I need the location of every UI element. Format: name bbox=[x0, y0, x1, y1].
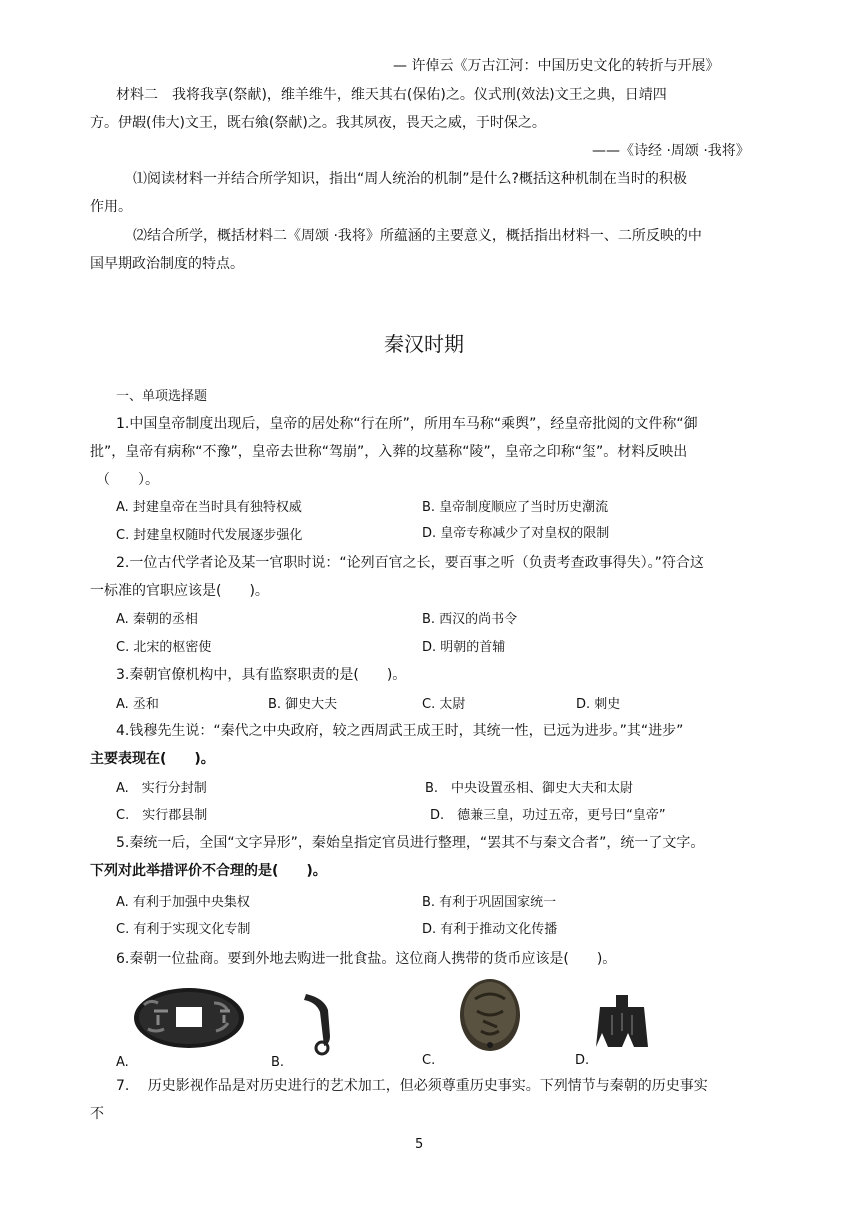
material-two-line-2: 方。伊嘏(伟大)文王，既右飨(祭献)之。我其夙夜，畏天之威，于时保之。 bbox=[90, 115, 546, 131]
q5-option-a: A. 有利于加强中央集权 bbox=[116, 895, 250, 910]
q1-option-d: D. 皇帝专称减少了对皇权的限制 bbox=[422, 526, 610, 541]
q3-line-1: 3.秦朝官僚机构中，具有监察职责的是( )。 bbox=[116, 667, 407, 683]
part-heading: 一、单项选择题 bbox=[116, 389, 208, 404]
q2-line-2: 一标准的官职应该是( )。 bbox=[90, 583, 269, 599]
q1-line-1: 1.中国皇帝制度出现后，皇帝的居处称“行在所”，所用车马称“乘舆”，经皇帝批阅的文件称“御 bbox=[116, 416, 698, 432]
q5-line-1: 5.秦统一后，全国“文字异形”，秦始皇指定官员进行整理，“罢其不与秦文合者”，统一了文字。 bbox=[116, 835, 705, 851]
q4-line-1: 4.钱穆先生说：“秦代之中央政府，较之西周武王成王时，其统一性，已远为进步。”其“进步” bbox=[116, 723, 684, 739]
q5-option-c: C. 有利于实现文化专制 bbox=[116, 922, 251, 937]
material-question-2-line-2: 国早期政治制度的特点。 bbox=[90, 256, 244, 272]
q3-option-a: A. 丞和 bbox=[116, 697, 159, 712]
q7-line-2: 不 bbox=[90, 1106, 104, 1122]
q2-option-c: C. 北宋的枢密使 bbox=[116, 640, 212, 655]
spade-money-image bbox=[594, 993, 654, 1049]
section-title: 秦汉时期 bbox=[384, 332, 464, 356]
ant-nose-money-image bbox=[455, 975, 525, 1057]
q4-option-d: D. 德兼三皇，功过五帝，更号曰“皇帝” bbox=[430, 808, 666, 823]
q3-option-d: D. 刺史 bbox=[576, 697, 621, 712]
q7-line-1: 7. 历史影视作品是对历史进行的艺术加工，但必须尊重历史事实。下列情节与秦朝的历史事实 bbox=[116, 1078, 708, 1094]
material-two-line-1: 材料二 我将我享(祭献)，维羊维牛，维天其右(保佑)之。仪式刑(效法)文王之典，日靖四 bbox=[116, 87, 667, 103]
material-question-2-line-1: ⑵结合所学，概括材料二《周颂 ·我将》所蕴涵的主要意义，概括指出材料一、二所反映的中 bbox=[133, 228, 702, 244]
q2-option-d: D. 明朝的首辅 bbox=[422, 640, 506, 655]
q3-option-c: C. 太尉 bbox=[422, 697, 466, 712]
material-question-1-line-1: ⑴阅读材料一并结合所学知识，指出“周人统治的机制”是什么?概括这种机制在当时的积极 bbox=[133, 171, 687, 187]
q2-option-b: B. 西汉的尚书令 bbox=[422, 612, 518, 627]
material-one-source: — 许倬云《万古江河：中国历史文化的转折与开展》 bbox=[393, 58, 720, 74]
q4-line-2: 主要表现在( )。 bbox=[90, 751, 215, 767]
q4-option-c: C. 实行郡县制 bbox=[116, 808, 208, 823]
q1-option-c: C. 封建皇权随时代发展逐步强化 bbox=[116, 528, 303, 543]
q6-line-1: 6.秦朝一位盐商。要到外地去购进一批食盐。这位商人携带的货币应该是( )。 bbox=[116, 951, 617, 967]
knife-money-image bbox=[296, 990, 346, 1056]
q4-option-b: B. 中央设置丞相、御史大夫和太尉 bbox=[425, 781, 634, 796]
material-two-source: ——《诗经 ·周颂 ·我将》 bbox=[592, 143, 750, 159]
q6-option-d: D. bbox=[575, 1053, 590, 1068]
page-number: 5 bbox=[415, 1137, 424, 1152]
q1-option-b: B. 皇帝制度顺应了当时历史潮流 bbox=[422, 500, 609, 515]
q5-option-d: D. 有利于推动文化传播 bbox=[422, 922, 558, 937]
q6-option-b: B. bbox=[271, 1055, 285, 1070]
q5-line-2: 下列对此举措评价不合理的是( )。 bbox=[90, 863, 327, 879]
q3-option-b: B. 御史大夫 bbox=[268, 697, 338, 712]
ban-liang-round-coin-image bbox=[130, 985, 248, 1051]
q5-option-b: B. 有利于巩固国家统一 bbox=[422, 895, 557, 910]
q2-line-1: 2.一位古代学者论及某一官职时说：“论列百官之长，要百事之听（负责考查政事得失）。”符合这 bbox=[116, 555, 704, 571]
q6-option-a: A. bbox=[116, 1055, 129, 1070]
q1-line-2: 批”，皇帝有病称“不豫”，皇帝去世称“驾崩”，入葬的坟墓称“陵”，皇帝之印称“玺”。材料反映出 bbox=[90, 444, 688, 460]
q4-option-a: A. 实行分封制 bbox=[116, 781, 207, 796]
material-question-1-line-2: 作用。 bbox=[90, 199, 132, 215]
q2-option-a: A. 秦朝的丞相 bbox=[116, 612, 198, 627]
q1-option-a: A. 封建皇帝在当时具有独特权威 bbox=[116, 500, 302, 515]
q1-line-3: （ ）。 bbox=[96, 472, 159, 488]
q6-option-c: C. bbox=[422, 1053, 436, 1068]
